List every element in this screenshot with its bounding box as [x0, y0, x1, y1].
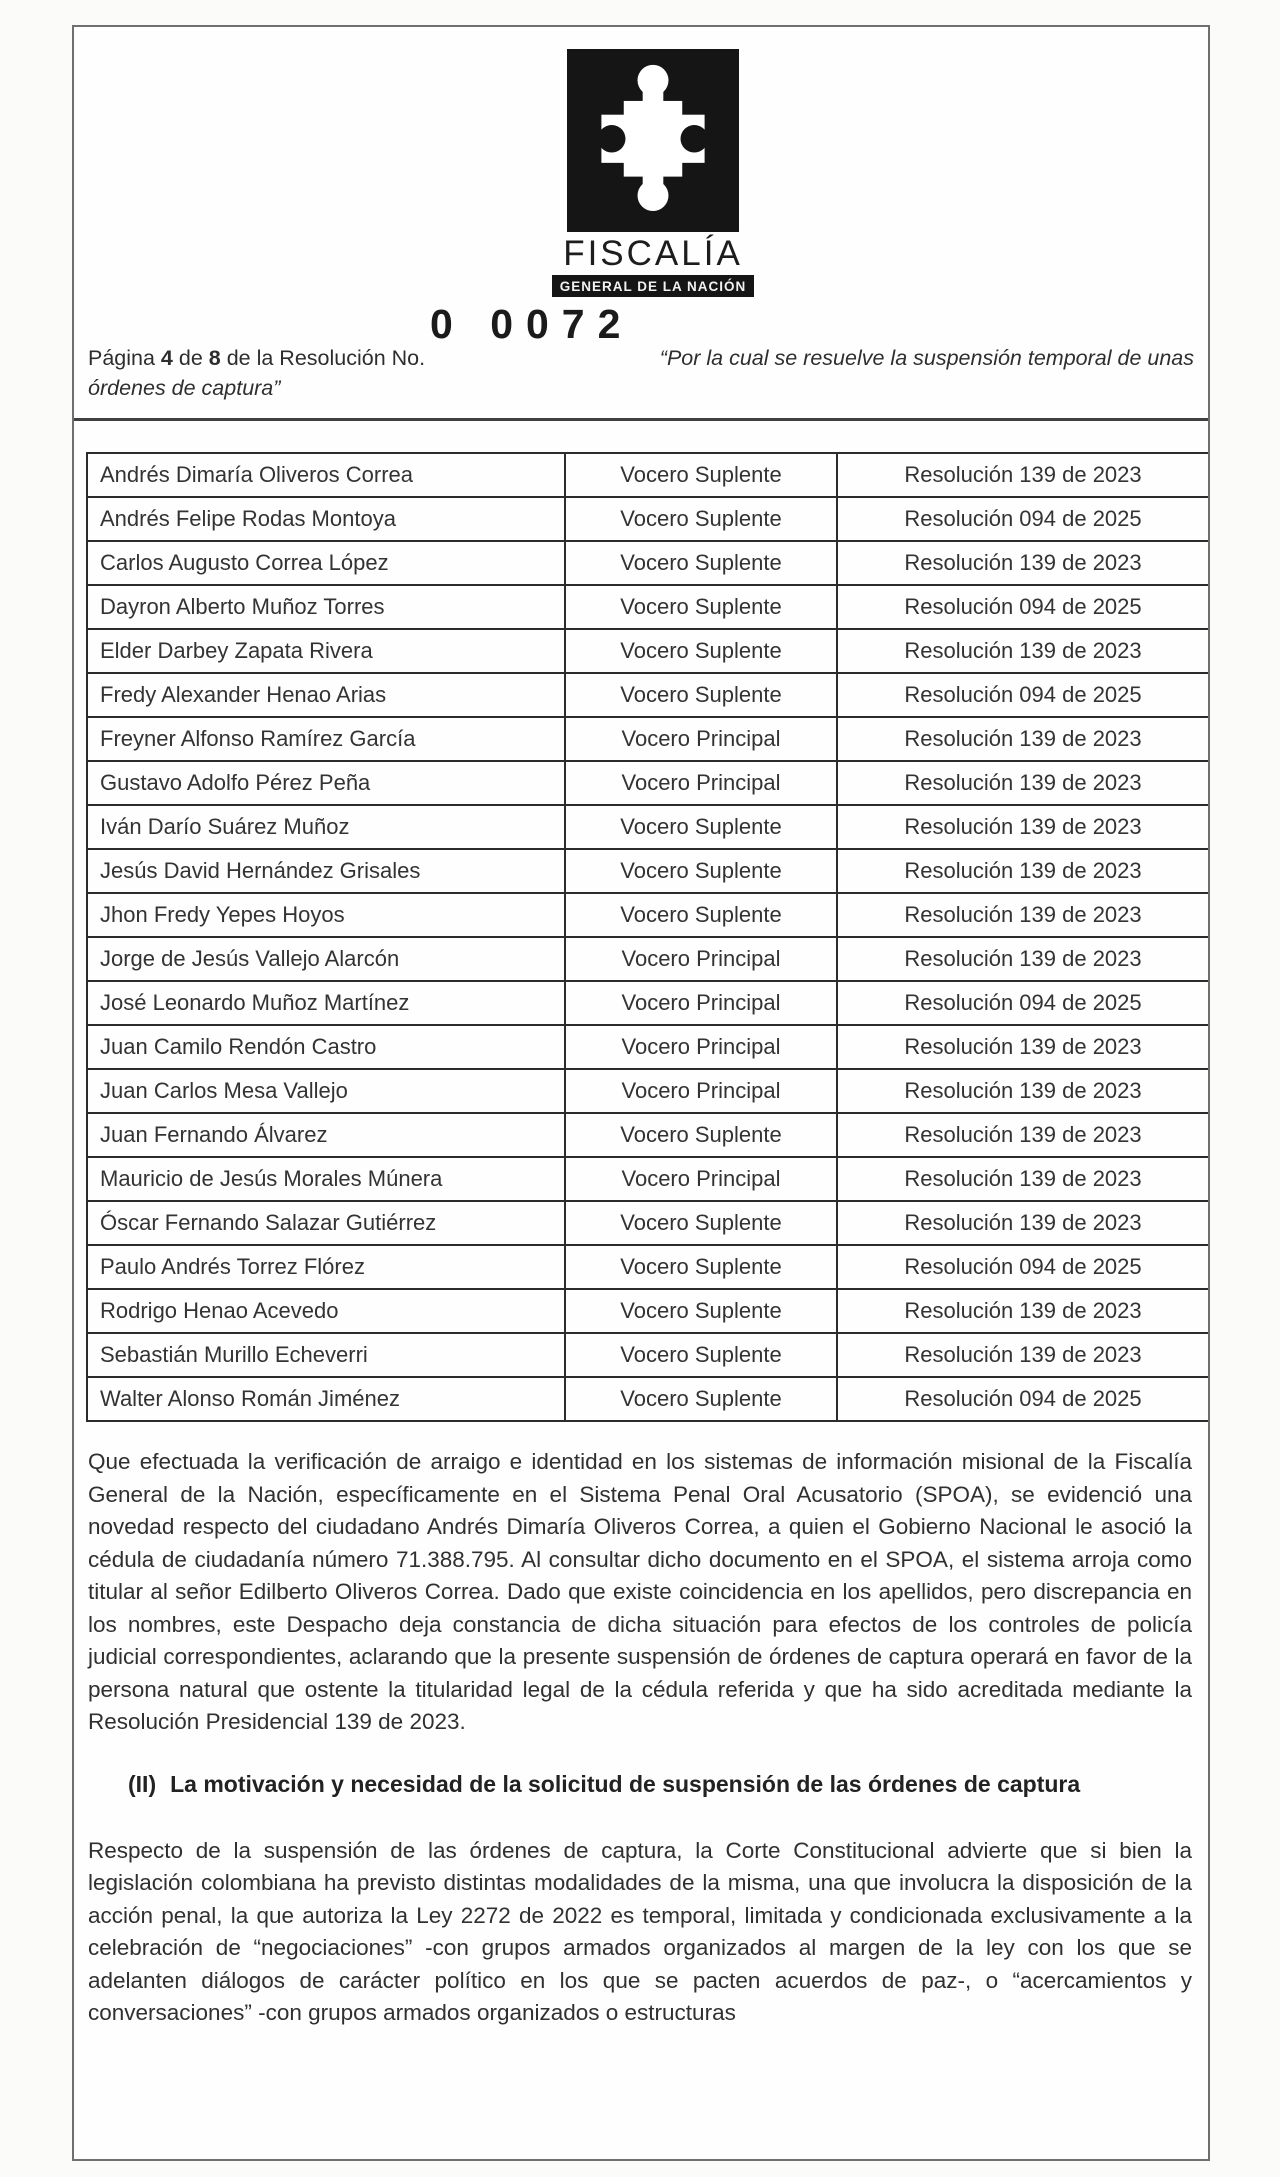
vocero-resolution-cell: Resolución 139 de 2023 — [837, 893, 1209, 937]
table-row — [87, 1377, 1209, 1421]
vocero-resolution-cell: Resolución 139 de 2023 — [837, 453, 1209, 497]
vocero-name-cell: Jorge de Jesús Vallejo Alarcón — [87, 937, 565, 981]
header-divider — [74, 418, 1208, 421]
vocero-name-cell: Iván Darío Suárez Muñoz — [87, 805, 565, 849]
vocero-resolution-cell: Resolución 094 de 2025 — [837, 497, 1209, 541]
vocero-name-cell: Freyner Alfonso Ramírez García — [87, 717, 565, 761]
resolution-quote-line1: “Por la cual se resuelve la suspensión temporal de unas — [659, 346, 1194, 370]
org-name: FISCALÍA — [563, 234, 743, 273]
vocero-resolution-cell: Resolución 094 de 2025 — [837, 673, 1209, 717]
vocero-resolution-cell: Resolución 139 de 2023 — [837, 1025, 1209, 1069]
vocero-role-cell: Vocero Suplente — [565, 497, 837, 541]
table-row — [87, 1157, 1209, 1201]
vocero-name-cell: Juan Camilo Rendón Castro — [87, 1025, 565, 1069]
vocero-role-cell: Vocero Suplente — [565, 585, 837, 629]
vocero-resolution-cell: Resolución 094 de 2025 — [837, 1245, 1209, 1289]
org-subtitle-banner: GENERAL DE LA NACIÓN — [552, 275, 755, 297]
vocero-resolution-cell: Resolución 094 de 2025 — [837, 981, 1209, 1025]
table-row — [87, 585, 1209, 629]
vocero-resolution-cell: Resolución 139 de 2023 — [837, 629, 1209, 673]
vocero-resolution-cell: Resolución 139 de 2023 — [837, 937, 1209, 981]
table-row — [87, 893, 1209, 937]
table-row — [87, 1333, 1209, 1377]
paragraph-motivation: Respecto de la suspensión de las órdenes de captura, la Corte Constitucional advierte que si bien la legislación colombiana ha previsto distintas modalidades de la misma, una que involucra la disposición de la acción penal, la que autoriza la Ley 2272 de 2022 es temporal, limitada y condicionada exclusivamente a la celebración de “negociaciones” -con grupos armados organizados al margen de la ley con los que se adelanten diálogos de carácter político en los que se pacten acuerdos de paz-, o “acercamientos y conversaciones” -con grupos armados organizados o estructuras — [88, 1837, 1192, 2025]
vocero-name-cell: Fredy Alexander Henao Arias — [87, 673, 565, 717]
vocero-role-cell: Vocero Suplente — [565, 849, 837, 893]
vocero-name-cell: Carlos Augusto Correa López — [87, 541, 565, 585]
vocero-resolution-cell: Resolución 139 de 2023 — [837, 1113, 1209, 1157]
puzzle-piece-icon — [567, 49, 739, 232]
vocero-role-cell: Vocero Suplente — [565, 1377, 837, 1421]
vocero-role-cell: Vocero Suplente — [565, 453, 837, 497]
table-row — [87, 805, 1209, 849]
vocero-name-cell: Andrés Dimaría Oliveros Correa — [87, 453, 565, 497]
vocero-role-cell: Vocero Principal — [565, 981, 837, 1025]
vocero-role-cell: Vocero Suplente — [565, 1113, 837, 1157]
stamp-folio-number: 0 0072 — [430, 301, 634, 347]
table-row — [87, 1201, 1209, 1245]
vocero-role-cell: Vocero Principal — [565, 1069, 837, 1113]
vocero-role-cell: Vocero Suplente — [565, 1289, 837, 1333]
vocero-resolution-cell: Resolución 139 de 2023 — [837, 1333, 1209, 1377]
table-row — [87, 1113, 1209, 1157]
vocero-name-cell: Juan Carlos Mesa Vallejo — [87, 1069, 565, 1113]
vocero-name-cell: Óscar Fernando Salazar Gutiérrez — [87, 1201, 565, 1245]
total-pages: 8 — [208, 346, 221, 370]
vocero-resolution-cell: Resolución 094 de 2025 — [837, 585, 1209, 629]
table-row — [87, 453, 1209, 497]
table-row — [87, 1025, 1209, 1069]
table-row — [87, 541, 1209, 585]
vocero-name-cell: Mauricio de Jesús Morales Múnera — [87, 1157, 565, 1201]
voceros-table-wrap — [86, 452, 1198, 1422]
vocero-name-cell: José Leonardo Muñoz Martínez — [87, 981, 565, 1025]
vocero-name-cell: Gustavo Adolfo Pérez Peña — [87, 761, 565, 805]
table-row — [87, 937, 1209, 981]
vocero-name-cell: Elder Darbey Zapata Rivera — [87, 629, 565, 673]
vocero-role-cell: Vocero Suplente — [565, 1245, 837, 1289]
table-row — [87, 497, 1209, 541]
table-row — [87, 981, 1209, 1025]
resolution-quote-line2: órdenes de captura” — [88, 376, 281, 400]
section-numeral: (II) — [128, 1770, 157, 1797]
vocero-role-cell: Vocero Principal — [565, 1157, 837, 1201]
vocero-role-cell: Vocero Principal — [565, 1025, 837, 1069]
table-row — [87, 717, 1209, 761]
vocero-name-cell: Sebastián Murillo Echeverri — [87, 1333, 565, 1377]
page-border-box — [72, 25, 1210, 2161]
vocero-resolution-cell: Resolución 139 de 2023 — [837, 1069, 1209, 1113]
fiscalia-logo-block — [74, 49, 1208, 297]
vocero-name-cell: Andrés Felipe Rodas Montoya — [87, 497, 565, 541]
vocero-name-cell: Jhon Fredy Yepes Hoyos — [87, 893, 565, 937]
section-heading-ii — [74, 1767, 1208, 1801]
voceros-table — [86, 452, 1210, 1422]
table-row — [87, 1289, 1209, 1333]
vocero-name-cell: Juan Fernando Álvarez — [87, 1113, 565, 1157]
vocero-role-cell: Vocero Principal — [565, 937, 837, 981]
table-row — [87, 761, 1209, 805]
vocero-role-cell: Vocero Principal — [565, 761, 837, 805]
page-indicator: Página 4 de 8 de la Resolución No. — [88, 346, 426, 370]
vocero-name-cell: Dayron Alberto Muñoz Torres — [87, 585, 565, 629]
vocero-name-cell: Jesús David Hernández Grisales — [87, 849, 565, 893]
vocero-resolution-cell: Resolución 094 de 2025 — [837, 1377, 1209, 1421]
vocero-name-cell: Paulo Andrés Torrez Flórez — [87, 1245, 565, 1289]
vocero-role-cell: Vocero Suplente — [565, 629, 837, 673]
table-row — [87, 1245, 1209, 1289]
vocero-role-cell: Vocero Suplente — [565, 805, 837, 849]
vocero-role-cell: Vocero Suplente — [565, 1333, 837, 1377]
page-header — [74, 343, 1208, 403]
vocero-role-cell: Vocero Suplente — [565, 541, 837, 585]
vocero-resolution-cell: Resolución 139 de 2023 — [837, 1201, 1209, 1245]
page-number: 4 — [160, 346, 173, 370]
table-row — [87, 1069, 1209, 1113]
vocero-role-cell: Vocero Suplente — [565, 673, 837, 717]
vocero-resolution-cell: Resolución 139 de 2023 — [837, 849, 1209, 893]
vocero-resolution-cell: Resolución 139 de 2023 — [837, 805, 1209, 849]
table-row — [87, 849, 1209, 893]
vocero-resolution-cell: Resolución 139 de 2023 — [837, 761, 1209, 805]
table-row — [87, 629, 1209, 673]
paragraph-verification: Que efectuada la verificación de arraigo e identidad en los sistemas de información misional de la Fiscalía General de la Nación, específicamente en el Sistema Penal Oral Acusatorio (SPOA), se evidenció una novedad respecto del ciudadano Andrés Dimaría Oliveros Correa, a quien el Gobierno Nacional le asoció la cédula de ciudadanía número 71.388.795. Al consultar dicho documento en el SPOA, el sistema arroja como titular al señor Edilberto Oliveros Correa. Dado que existe coincidencia en los apellidos, pero discrepancia en los nombres, este Despacho deja constancia de dicha situación para efectos de los controles de policía judicial correspondientes, aclarando que la presente suspensión de órdenes de captura operará en favor de la persona natural que ostente la titularidad legal de la cédula referida y que ha sido acreditada mediante la Resolución Presidencial 139 de 2023. — [88, 1449, 1192, 1734]
section-title: La motivación y necesidad de la solicitud de suspensión de las órdenes de captura — [170, 1770, 1081, 1797]
vocero-resolution-cell: Resolución 139 de 2023 — [837, 1289, 1209, 1333]
vocero-role-cell: Vocero Suplente — [565, 1201, 837, 1245]
vocero-role-cell: Vocero Principal — [565, 717, 837, 761]
vocero-resolution-cell: Resolución 139 de 2023 — [837, 717, 1209, 761]
table-row — [87, 673, 1209, 717]
vocero-name-cell: Rodrigo Henao Acevedo — [87, 1289, 565, 1333]
vocero-name-cell: Walter Alonso Román Jiménez — [87, 1377, 565, 1421]
vocero-resolution-cell: Resolución 139 de 2023 — [837, 1157, 1209, 1201]
vocero-resolution-cell: Resolución 139 de 2023 — [837, 541, 1209, 585]
voceros-table-body — [87, 453, 1209, 1421]
vocero-role-cell: Vocero Suplente — [565, 893, 837, 937]
